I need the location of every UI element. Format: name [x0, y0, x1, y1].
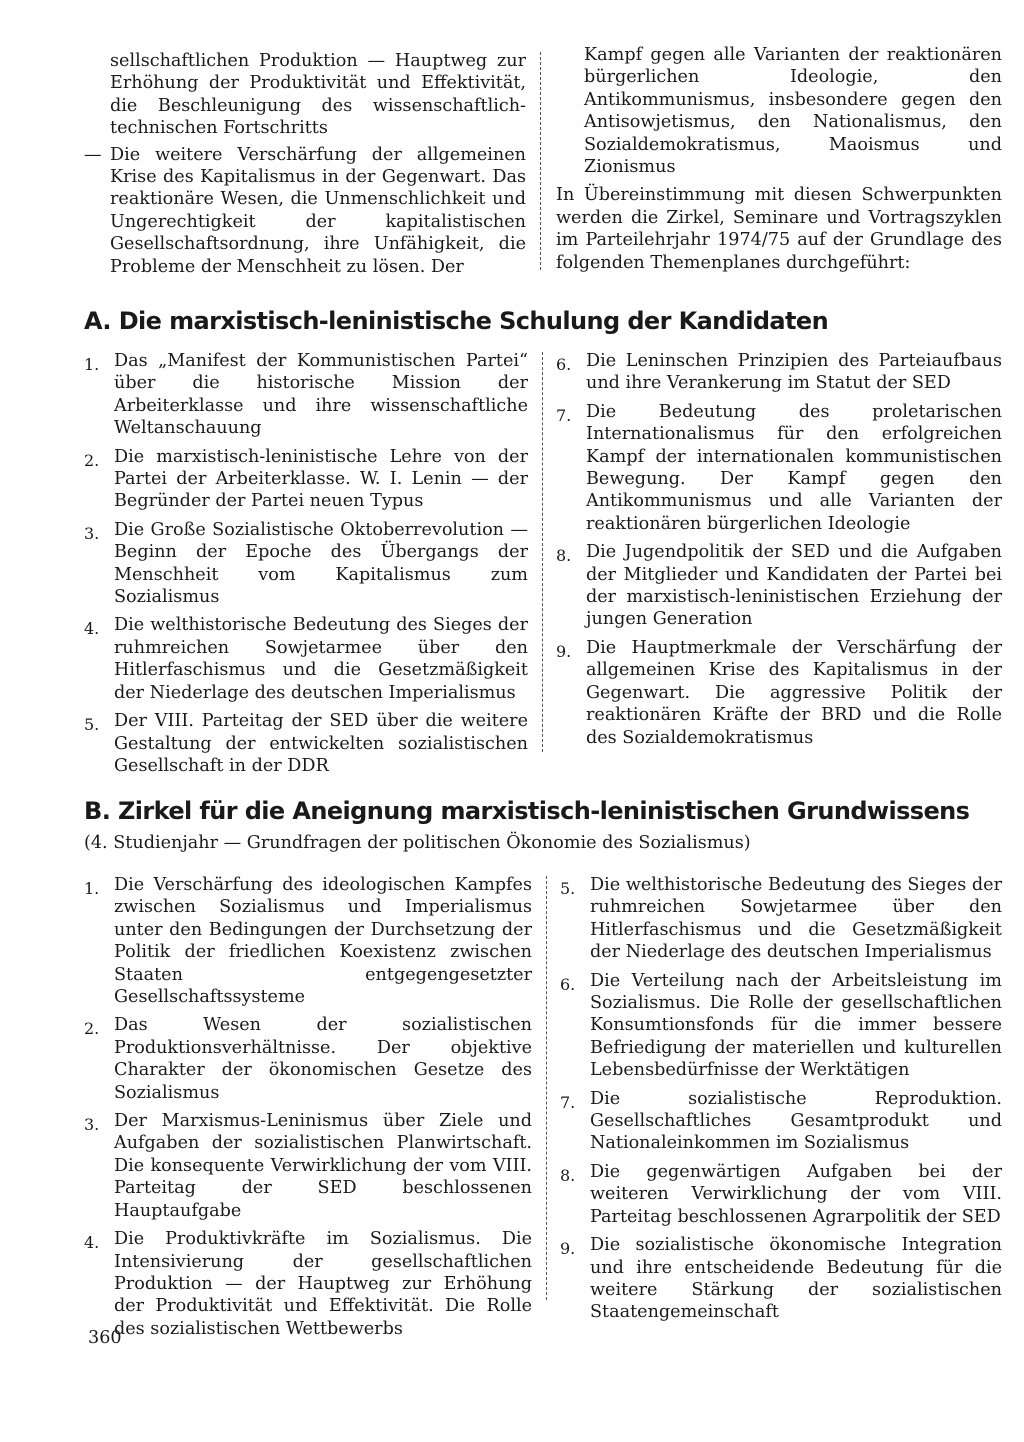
list-item	[84, 1110, 532, 1222]
list-item	[556, 541, 1002, 631]
item-number: 7.	[556, 405, 572, 425]
dash-list-item	[84, 144, 526, 278]
item-number: 7.	[560, 1092, 576, 1112]
list-item	[84, 350, 528, 440]
item-text: Die welthistorische Bedeutung des Sieges der ruhmreichen Sowjetarmee über den Hitlerfaschismus und die Gesetzmäßigkeit der Niederlage des deutschen Imperialismus	[114, 615, 528, 703]
section-a-heading: A. Die marxistisch-leninistische Schulung der Kandidaten	[84, 307, 829, 335]
item-text: Die Produktivkräfte im Sozialismus. Die Intensivierung der gesellschaftlichen Produktion — der Hauptweg zur Erhöhung der Produktivität und Effektivität. Die Rolle des sozialistischen Wettbewerbs	[114, 1229, 532, 1339]
list-item	[84, 874, 532, 1008]
item-number: 3.	[84, 1115, 100, 1135]
item-text: Das „Manifest der Kommunistischen Partei“ über die historische Mission der Arbeiterklasse und ihre wissenschaftliche Weltanschauung	[114, 351, 528, 439]
list-item	[84, 1228, 532, 1340]
page-number: 360	[88, 1328, 122, 1348]
item-text: Die gegenwärtigen Aufgaben bei der weiteren Verwirklichung der vom VIII. Parteitag beschlossenen Agrarpolitik der SED	[590, 1161, 1002, 1227]
section-b-heading: B. Zirkel für die Aneignung marxistisch-leninistischen Grundwissens	[84, 797, 970, 825]
item-number: 4.	[84, 619, 100, 639]
item-text: Die Verschärfung des ideologischen Kampfes zwischen Sozialismus und Imperialismus unter den Bedingungen der Durchsetzung der Politik der friedlichen Koexistenz zwischen Staaten entgegengesetzter Gesellschaftssysteme	[114, 875, 532, 1008]
item-number: 9.	[556, 641, 572, 661]
list-item	[560, 1234, 1002, 1324]
item-text: Die sozialistische Reproduktion. Gesellschaftliches Gesamtprodukt und Nationaleinkommen im Sozialismus	[590, 1088, 1002, 1154]
item-number: 5.	[560, 879, 576, 898]
list-item	[560, 1088, 1002, 1155]
item-text: Die marxistisch-leninistische Lehre von der Partei der Arbeiterklasse. W. I. Lenin — der Begründer der Partei neuen Typus	[114, 446, 528, 512]
item-number: 8.	[560, 1165, 576, 1185]
list-item	[560, 874, 1002, 964]
item-number: 3.	[84, 523, 100, 543]
section-b-right-column	[560, 874, 1002, 1330]
list-item	[560, 1161, 1002, 1228]
item-number: 5.	[84, 715, 100, 735]
column-divider	[546, 876, 547, 1300]
item-text: Der Marxismus-Leninismus über Ziele und Aufgaben der sozialistischen Planwirtschaft. Die konsequente Verwirklichung der vom VIII. Parteitag der SED beschlossenen Hauptaufgabe	[114, 1111, 532, 1221]
item-text: Die sozialistische ökonomische Integration und ihre entscheidende Bedeutung für die weitere Stärkung der sozialistischen Staatengemeinschaft	[590, 1235, 1002, 1323]
column-divider	[540, 52, 541, 270]
section-b-right-list	[560, 874, 1002, 1324]
dash-marker: —	[84, 144, 102, 165]
list-item	[84, 519, 528, 609]
list-item	[84, 1014, 532, 1104]
item-number: 8.	[556, 546, 572, 566]
list-item	[556, 350, 1002, 395]
item-number: 1.	[84, 879, 100, 898]
section-a-left-list	[84, 350, 528, 777]
list-item	[556, 401, 1002, 535]
column-divider	[542, 352, 543, 752]
item-text: Die Jugendpolitik der SED und die Aufgaben der Mitglieder und Kandidaten der Partei bei der marxistisch-leninistischen Erziehung der jungen Generation	[586, 542, 1002, 630]
item-number: 6.	[556, 355, 572, 374]
item-number: 4.	[84, 1233, 100, 1253]
section-a-left-column	[84, 350, 528, 783]
list-item	[84, 446, 528, 513]
item-number: 9.	[560, 1239, 576, 1259]
item-number: 6.	[560, 974, 576, 994]
list-item	[84, 614, 528, 704]
item-text: Die Hauptmerkmale der Verschärfung der allgemeinen Krise des Kapitalismus in der Gegenwart. Die aggressive Politik der reaktionären Kräfte der BRD und die Rolle des Sozialdemokratismus	[586, 637, 1002, 748]
continued-paragraph: Kampf gegen alle Varianten der reaktionären bürgerlichen Ideologie, den Antikommunismus, insbesondere gegen den Antisowjetismus, den Nationalismus, den Sozialdemokratismus, Maoismus und Zionismus	[584, 45, 1002, 178]
top-left-column	[84, 50, 526, 278]
top-right-column	[556, 44, 1002, 277]
section-b-subtitle: (4. Studienjahr — Grundfragen der politischen Ökonomie des Sozialismus)	[84, 833, 751, 853]
item-number: 2.	[84, 450, 100, 470]
section-b-left-column	[84, 874, 532, 1346]
item-text: Die Bedeutung des proletarischen Internationalismus für den erfolgreichen Kampf der internationalen kommunistischen Bewegung. Der Kampf gegen den Antikommunismus und alle Varianten der reaktionären bürgerlichen Ideologie	[586, 401, 1002, 534]
item-text: Die Leninschen Prinzipien des Parteiaufbaus und ihre Verankerung im Statut der SED	[586, 351, 1002, 394]
section-b-left-list	[84, 874, 532, 1340]
item-text: Die Große Sozialistische Oktoberrevolution — Beginn der Epoche des Übergangs der Menschheit vom Kapitalismus zum Sozialismus	[114, 519, 528, 608]
item-number: 2.	[84, 1019, 100, 1039]
item-number: 1.	[84, 355, 100, 374]
section-a-right-list	[556, 350, 1002, 749]
continued-paragraph: sellschaftlichen Produktion — Hauptweg zur Erhöhung der Produktivität und Effektivität, die Beschleunigung des wissenschaftlich-technischen Fortschritts	[110, 51, 526, 139]
list-item	[560, 970, 1002, 1082]
dash-item-text: Die weitere Verschärfung der allgemeinen Krise des Kapitalismus in der Gegenwart. Das reaktionäre Wesen, die Unmenschlichkeit und Ungerechtigkeit der kapitalistischen Gesellschaftsordnung, ihre Unfähigkeit, die Probleme der Menschheit zu lösen. Der	[110, 144, 526, 277]
item-text: Das Wesen der sozialistischen Produktionsverhältnisse. Der objektive Charakter der ökonomischen Gesetze des Sozialismus	[114, 1015, 532, 1103]
section-a-right-column	[556, 350, 1002, 755]
item-text: Der VIII. Parteitag der SED über die weitere Gestaltung der entwickelten sozialistischen Gesellschaft in der DDR	[114, 711, 528, 776]
list-item	[84, 710, 528, 777]
list-item	[556, 637, 1002, 749]
item-text: Die welthistorische Bedeutung des Sieges der ruhmreichen Sowjetarmee über den Hitlerfaschismus und die Gesetzmäßigkeit der Niederlage des deutschen Imperialismus	[590, 875, 1002, 963]
intro-paragraph: In Übereinstimmung mit diesen Schwerpunkten werden die Zirkel, Seminare und Vortragszyklen im Parteilehrjahr 1974/75 auf der Grundlage des folgenden Themenplanes durchgeführt:	[556, 185, 1002, 273]
item-text: Die Verteilung nach der Arbeitsleistung im Sozialismus. Die Rolle der gesellschaftlichen Konsumtionsfonds für die immer bessere Befriedigung der materiellen und kulturellen Lebensbedürfnisse der Werktätigen	[590, 970, 1002, 1081]
